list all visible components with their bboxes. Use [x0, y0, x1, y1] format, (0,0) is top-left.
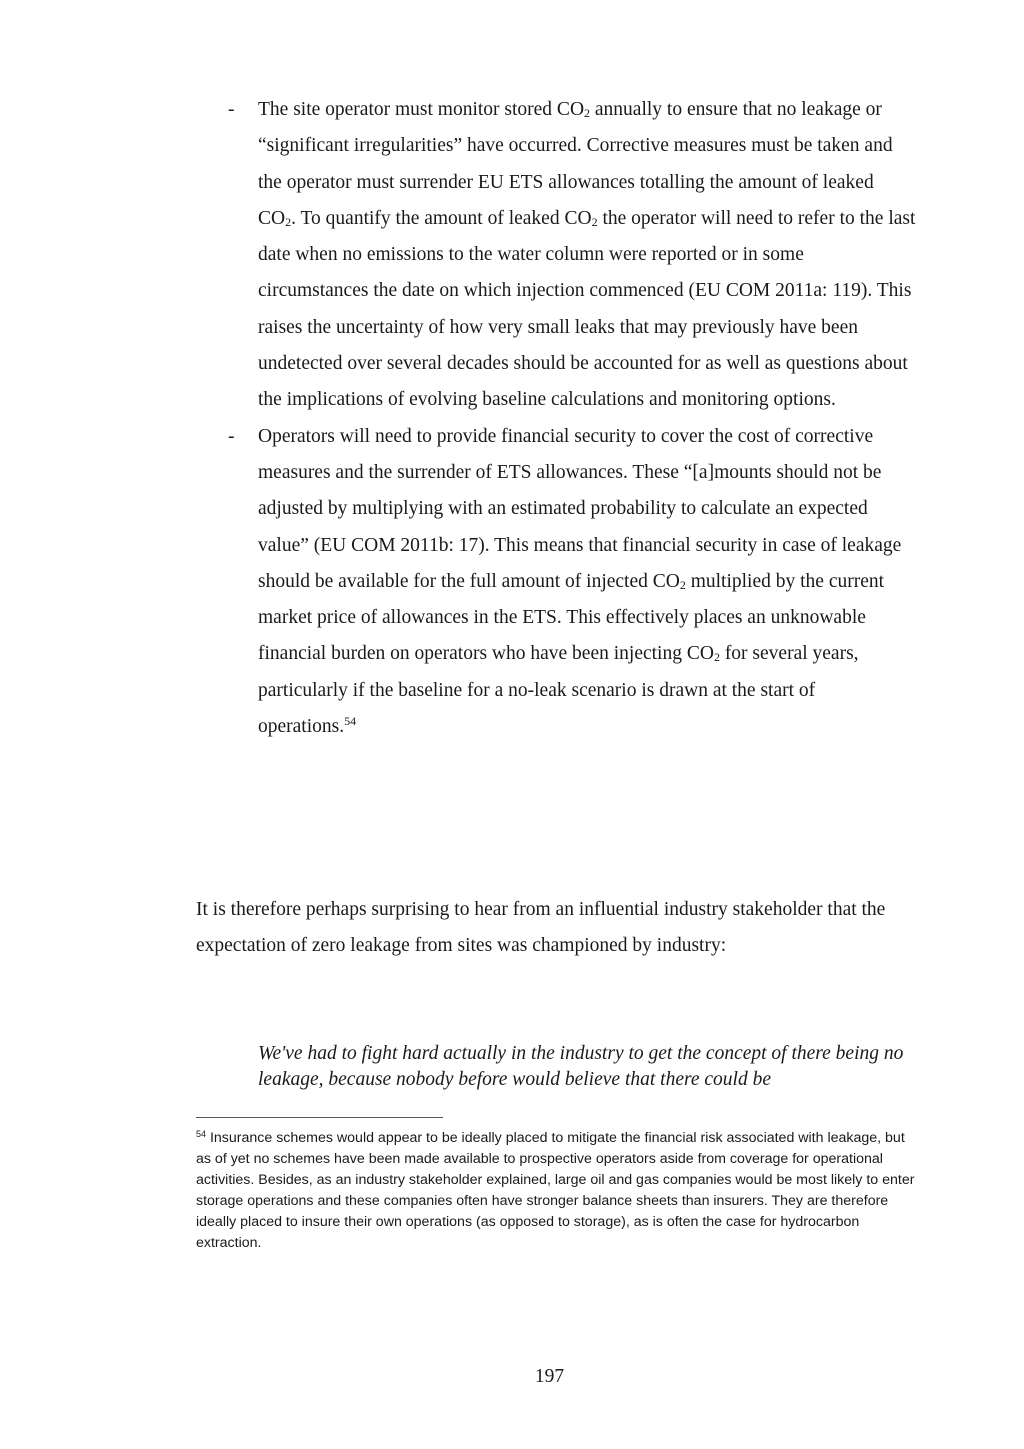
bullet-text: Operators will need to provide financial security to cover the cost of corrective measures and the surrender of ETS allowances. These “[a]mounts should not be adjusted by multiplying with an estimated probability to calculate an expected value” (EU COM 2011b: 17). This means that financial security in case of leakage should be available for the full amount of injected $CO_2$ multiplied by the current market price of allowances in the ETS. This effectively places an unknowable financial burden on operators who have been injecting $CO_2$ for several years, particularly if the baseline for a no-leak scenario is drawn at the start of operations.$^{54}$	[258, 425, 902, 738]
bullet-marker: -	[228, 99, 235, 120]
page-number: 197	[534, 1366, 565, 1387]
footnote-number: 54	[196, 1129, 207, 1139]
bullet-item-monitoring	[196, 92, 916, 419]
footnote-text: Insurance schemes would appear to be ideally placed to mitigate the financial risk associated with leakage, but as of yet no schemes have been made available to prospective operators aside from coverage for operational activities. Besides, as an industry stakeholder explained, large oil and gas companies would be most likely to enter storage operations and these companies often have stronger balance sheets than insurers. They are therefore ideally placed to insure their own operations (as opposed to storage), as is often the case for hydrocarbon extraction.	[196, 1130, 915, 1251]
footnote	[196, 1128, 916, 1254]
bullet-marker: -	[228, 425, 235, 447]
block-quote: We've had to fight hard actually in the industry to get the concept of there being no leakage, because nobody before would believe that there could be	[258, 1043, 904, 1090]
bullet-text: The site operator must monitor stored $CO_2$ annually to ensure that no leakage or “significant irregularities” have occurred. Corrective measures must be taken and the operator must surrender EU ETS allowances totalling the amount of leaked $CO_2$. To quantify the amount of leaked $CO_2$ the operator will need to refer to the last date when no emissions to the water column were reported or in some circumstances the date on which injection commenced (EU COM 2011a: 119). This raises the uncertainty of how very small leaks that may previously have been undetected over several decades should be accounted for as well as questions about the implications of evolving baseline calculations and monitoring options.	[258, 99, 916, 411]
bullet-list	[196, 92, 916, 745]
bullet-item-financial-security	[196, 419, 916, 746]
body-paragraph: It is therefore perhaps surprising to hear from an influential industry stakeholder that the expectation of zero leakage from sites was championed by industry:	[196, 899, 886, 956]
footnote-separator	[196, 1117, 443, 1118]
footnote-reference[interactable]: 54	[344, 714, 357, 729]
